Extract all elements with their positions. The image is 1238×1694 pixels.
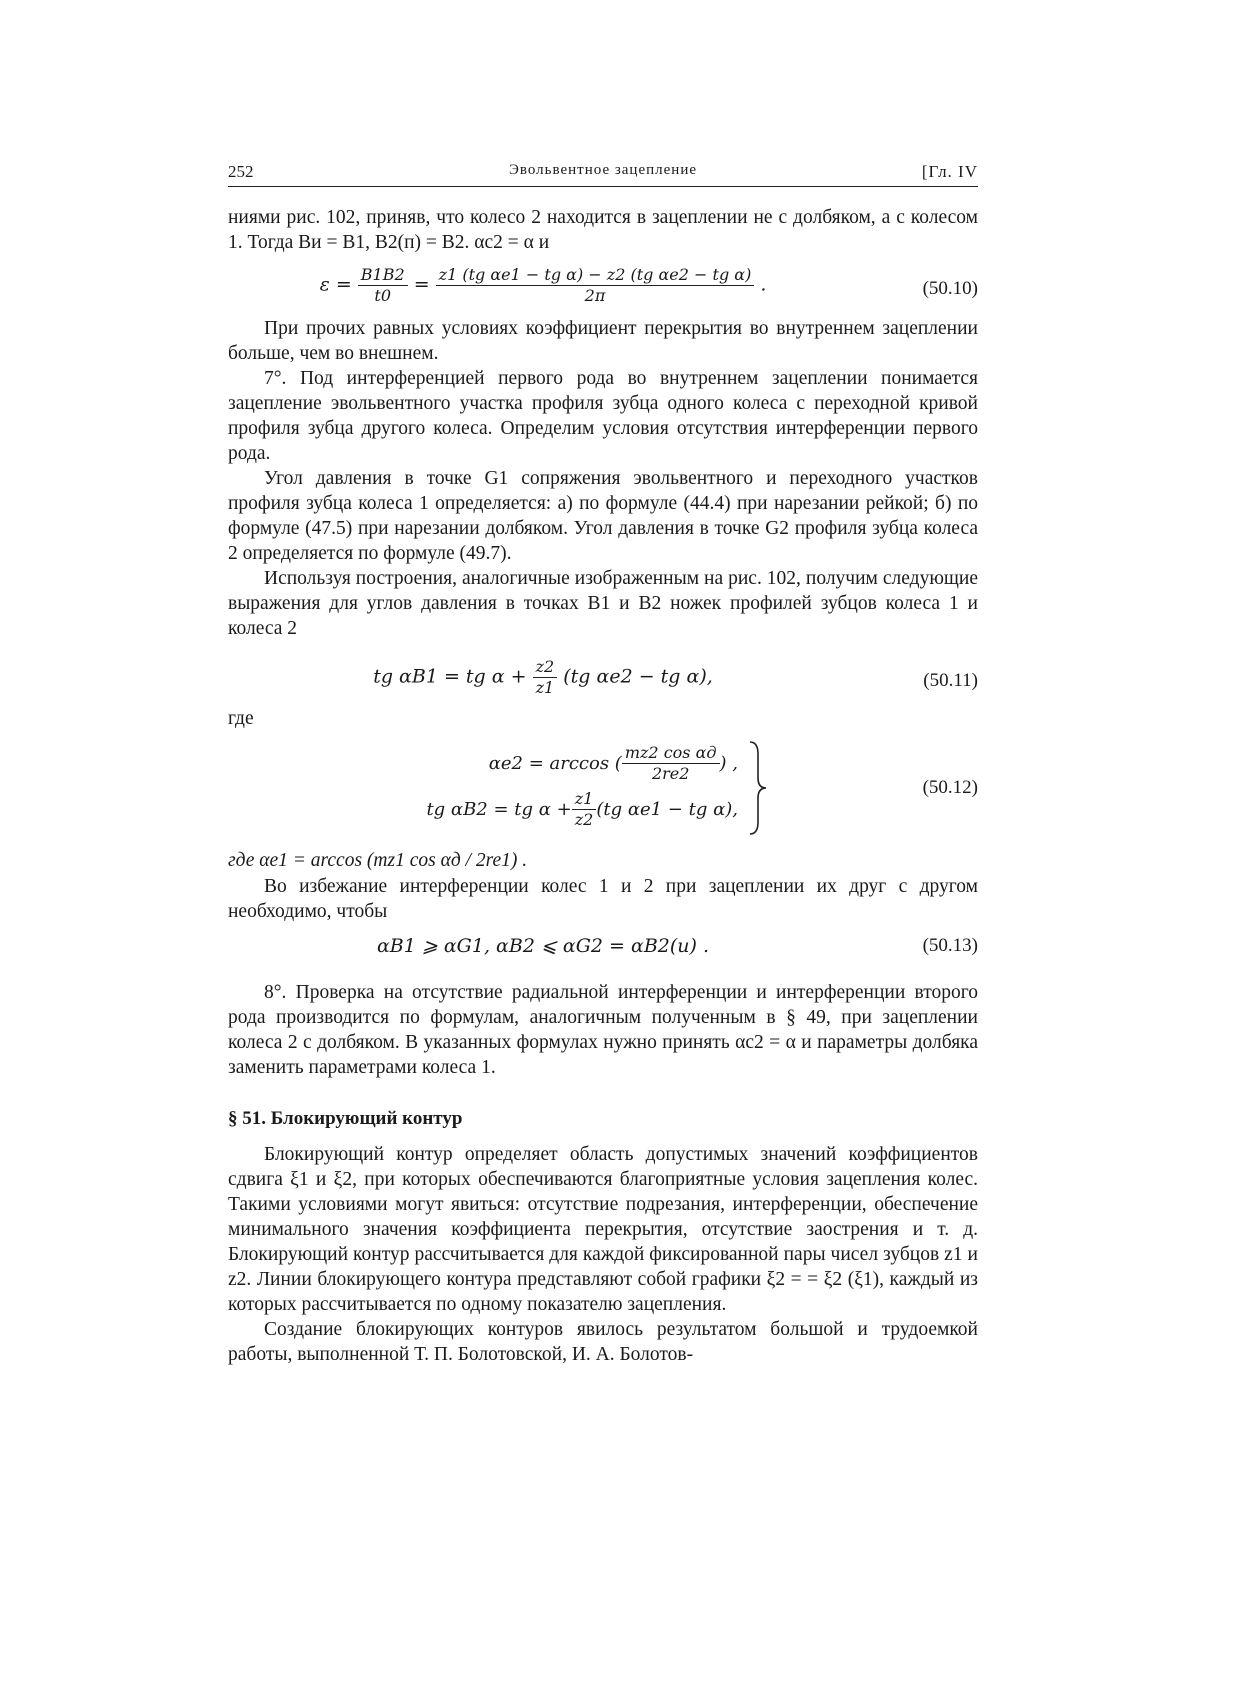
numerator: z1 <box>572 789 597 810</box>
fraction <box>436 265 755 306</box>
formula-text: ) , <box>719 752 738 774</box>
book-page <box>228 160 978 1367</box>
right-brace-icon <box>748 740 768 836</box>
numerator: B1B2 <box>358 265 408 286</box>
numerator: mz2 cos αд <box>622 743 720 764</box>
fraction <box>572 789 597 830</box>
formula-text: (tg αe2 − tg α), <box>563 665 713 688</box>
fraction <box>358 265 408 306</box>
equation-number: (50.13) <box>922 935 978 956</box>
section-heading: § 51. Блокирующий контур <box>228 1108 463 1129</box>
formula-text: tg αB2 = tg α + <box>426 798 572 820</box>
fraction <box>622 743 720 784</box>
formula-text: (tg αe1 − tg α), <box>596 798 738 820</box>
paragraph: 8°. Проверка на отсутствие радиальной интерференции и интерференции второго рода производится по формулам, аналогичным полученным в § 49, при зацеплении колеса 2 с долбяком. В указанных формулах нужно принять αc2 = α и параметры долбяка заменить параметрами колеса 1. <box>228 982 978 1078</box>
formula-50-10 <box>228 265 978 306</box>
equation-number: (50.10) <box>922 278 978 299</box>
paragraph: Во избежание интерференции колес 1 и 2 при зацеплении их друг с другом необходимо, чтобы <box>228 876 978 922</box>
fraction <box>533 657 558 698</box>
formula-text: tg αB1 = tg α + <box>373 665 527 688</box>
chapter-label: [Гл. IV <box>921 162 978 181</box>
equation-number: (50.12) <box>922 777 978 798</box>
equation-number: (50.11) <box>923 670 978 691</box>
paragraph: 7°. Под интерференцией первого рода во внутреннем зацеплении понимается зацепление эвольвентного участка профиля зубца одного колеса с переходной кривой профиля зубца другого колеса. Определим условия отсутствия интерференции первого рода. <box>228 368 978 464</box>
paragraph: Создание блокирующих контуров явилось результатом большой и трудоемкой работы, выполненной Т. П. Болотовской, И. А. Болотов- <box>228 1319 978 1365</box>
paragraph: При прочих равных условиях коэффициент перекрытия во внутреннем зацеплении больше, чем во внешнем. <box>228 318 978 364</box>
running-title: Эвольвентное зацепление <box>508 162 697 178</box>
where-label: где <box>228 708 254 729</box>
denominator: z1 <box>535 678 555 697</box>
paragraph: Используя построения, аналогичные изображенным на рис. 102, получим следующие выражения для углов давления в точках B1 и B2 ножек профилей зубцов колеса 1 и колеса 2 <box>228 568 978 639</box>
formula-text: αB1 ⩾ αG1, αB2 ⩽ αG2 = αB2(и) . <box>376 935 710 957</box>
paragraph: Угол давления в точке G1 сопряжения эвольвентного и переходного участков профиля зубца колеса 1 определяется: а) по формуле (44.4) при нарезании рейкой; б) по формуле (47.5) при нарезании долбяком. Угол давления в точке G2 профиля зубца колеса 2 определяется по формуле (49.7). <box>228 468 978 564</box>
formula-line <box>378 740 738 786</box>
formula-text: ε = <box>319 273 352 296</box>
formula-text: αe2 = arccos ( <box>488 752 622 774</box>
denominator: 2π <box>584 286 606 305</box>
running-header <box>228 160 978 187</box>
formula-50-12 <box>228 740 978 840</box>
formula-text: . <box>760 273 767 296</box>
paragraph: Блокирующий контур определяет область допустимых значений коэффициентов сдвига ξ1 и ξ2, при которых обеспечиваются благоприятные условия зацепления колес. Такими условиями могут явиться: отсутствие подрезания, интерференции, обеспечение минимального значения коэффициента перекрытия, отсутствие заострения и т. д. Блокирующий контур рассчитывается для каждой фиксированной пары чисел зубцов z1 и z2. Линии блокирующего контура представляют собой графики ξ2 = = ξ2 (ξ1), каждый из которых рассчитывается по одному показателю зацепления. <box>228 1144 978 1315</box>
denominator: t0 <box>374 286 392 305</box>
formula-50-13 <box>228 934 978 958</box>
page-number: 252 <box>228 162 254 181</box>
denominator: 2re2 <box>651 763 690 783</box>
numerator: z1 (tg αe1 − tg α) − z2 (tg αe2 − tg α) <box>436 265 755 286</box>
denominator: z2 <box>574 809 594 829</box>
paragraph: ниями рис. 102, приняв, что колесо 2 находится в зацеплении не с долбяком, а с колесом 1. Тогда Bи = B1, B2(п) = B2. αc2 = α и <box>228 207 978 253</box>
formula-line <box>378 786 738 832</box>
where-definition: где αe1 = arccos (mz1 cos αд / 2re1) . <box>228 850 528 871</box>
numerator: z2 <box>533 657 558 678</box>
formula-text: = <box>413 273 430 296</box>
formula-50-11 <box>228 657 978 698</box>
